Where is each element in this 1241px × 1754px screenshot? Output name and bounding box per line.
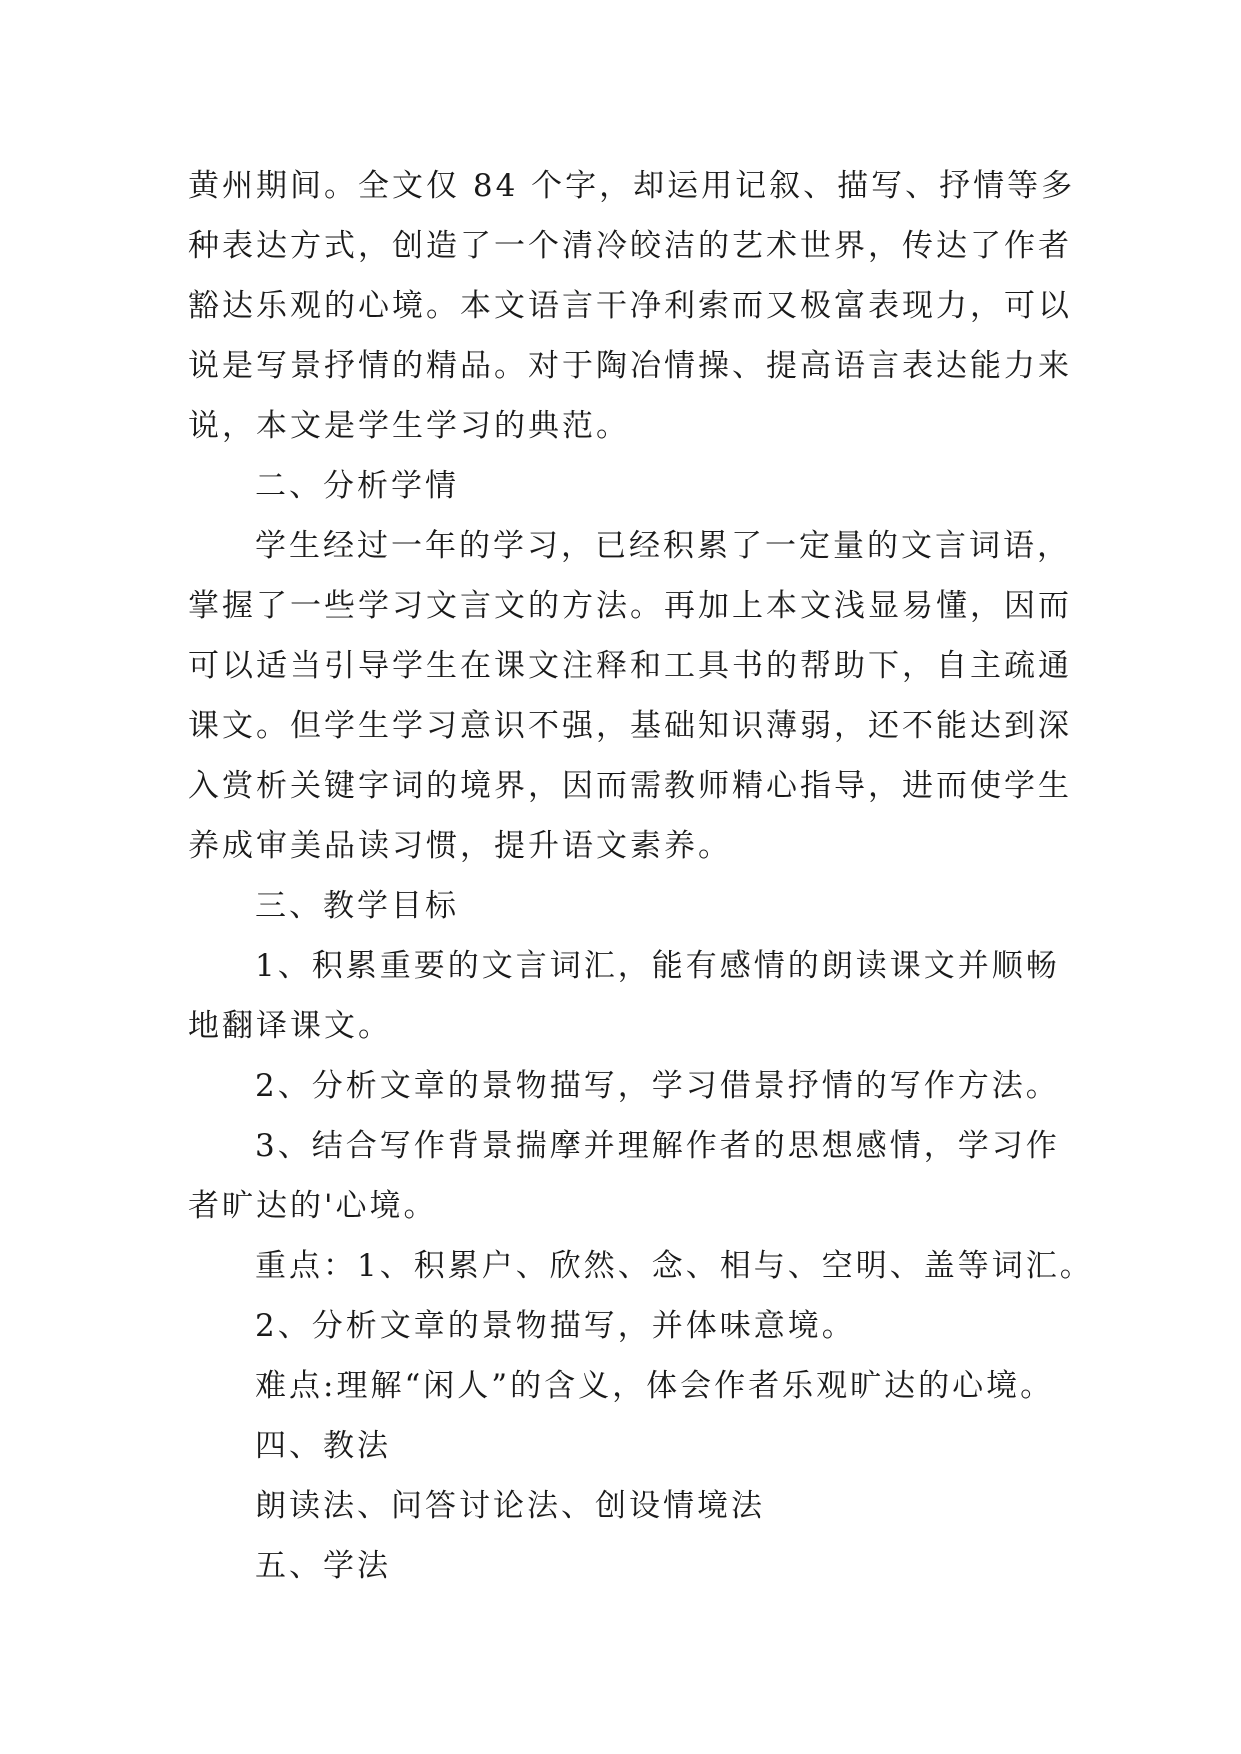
text-line: 者旷达的'心境。 [188,1188,438,1224]
section-heading: 四、教法 [255,1428,391,1464]
text-line: 可以适当引导学生在课文注释和工具书的帮助下，自主疏通 [188,648,1072,684]
section-heading: 二、分析学情 [255,468,459,504]
text-line: 掌握了一些学习文言文的方法。再加上本文浅显易懂，因而 [188,588,1072,624]
list-item: 2、分析文章的景物描写，学习借景抒情的写作方法。 [255,1068,1060,1104]
text-line: 地翻译课文。 [188,1008,392,1044]
section-heading: 三、教学目标 [255,888,459,924]
text-line: 说，本文是学生学习的典范。 [188,408,630,444]
key-points: 2、分析文章的景物描写，并体味意境。 [255,1308,856,1344]
text-line: 种表达方式，创造了一个清冷皎洁的艺术世界，传达了作者 [188,228,1072,264]
list-item: 3、结合写作背景揣摩并理解作者的思想感情，学习作 [255,1128,1060,1164]
text-line: 朗读法、问答讨论法、创设情境法 [255,1488,765,1524]
text-line: 黄州期间。全文仅 84 个字，却运用记叙、描写、抒情等多 [188,168,1076,204]
key-points: 重点：1、积累户、欣然、念、相与、空明、盖等词汇。 [255,1248,1094,1284]
section-heading: 五、学法 [255,1548,391,1584]
text-line: 学生经过一年的学习，已经积累了一定量的文言词语， [255,528,1071,564]
difficult-points: 难点:理解“闲人”的含义，体会作者乐观旷达的心境。 [255,1368,1055,1404]
text-line: 入赏析关键字词的境界，因而需教师精心指导，进而使学生 [188,768,1072,804]
list-item: 1、积累重要的文言词汇，能有感情的朗读课文并顺畅 [255,948,1060,984]
text-line: 课文。但学生学习意识不强，基础知识薄弱，还不能达到深 [188,708,1072,744]
text-line: 养成审美品读习惯，提升语文素养。 [188,828,732,864]
text-line: 说是写景抒情的精品。对于陶冶情操、提高语言表达能力来 [188,348,1072,384]
text-line: 豁达乐观的心境。本文语言干净利索而又极富表现力，可以 [188,288,1072,324]
document-body [188,156,1094,1596]
